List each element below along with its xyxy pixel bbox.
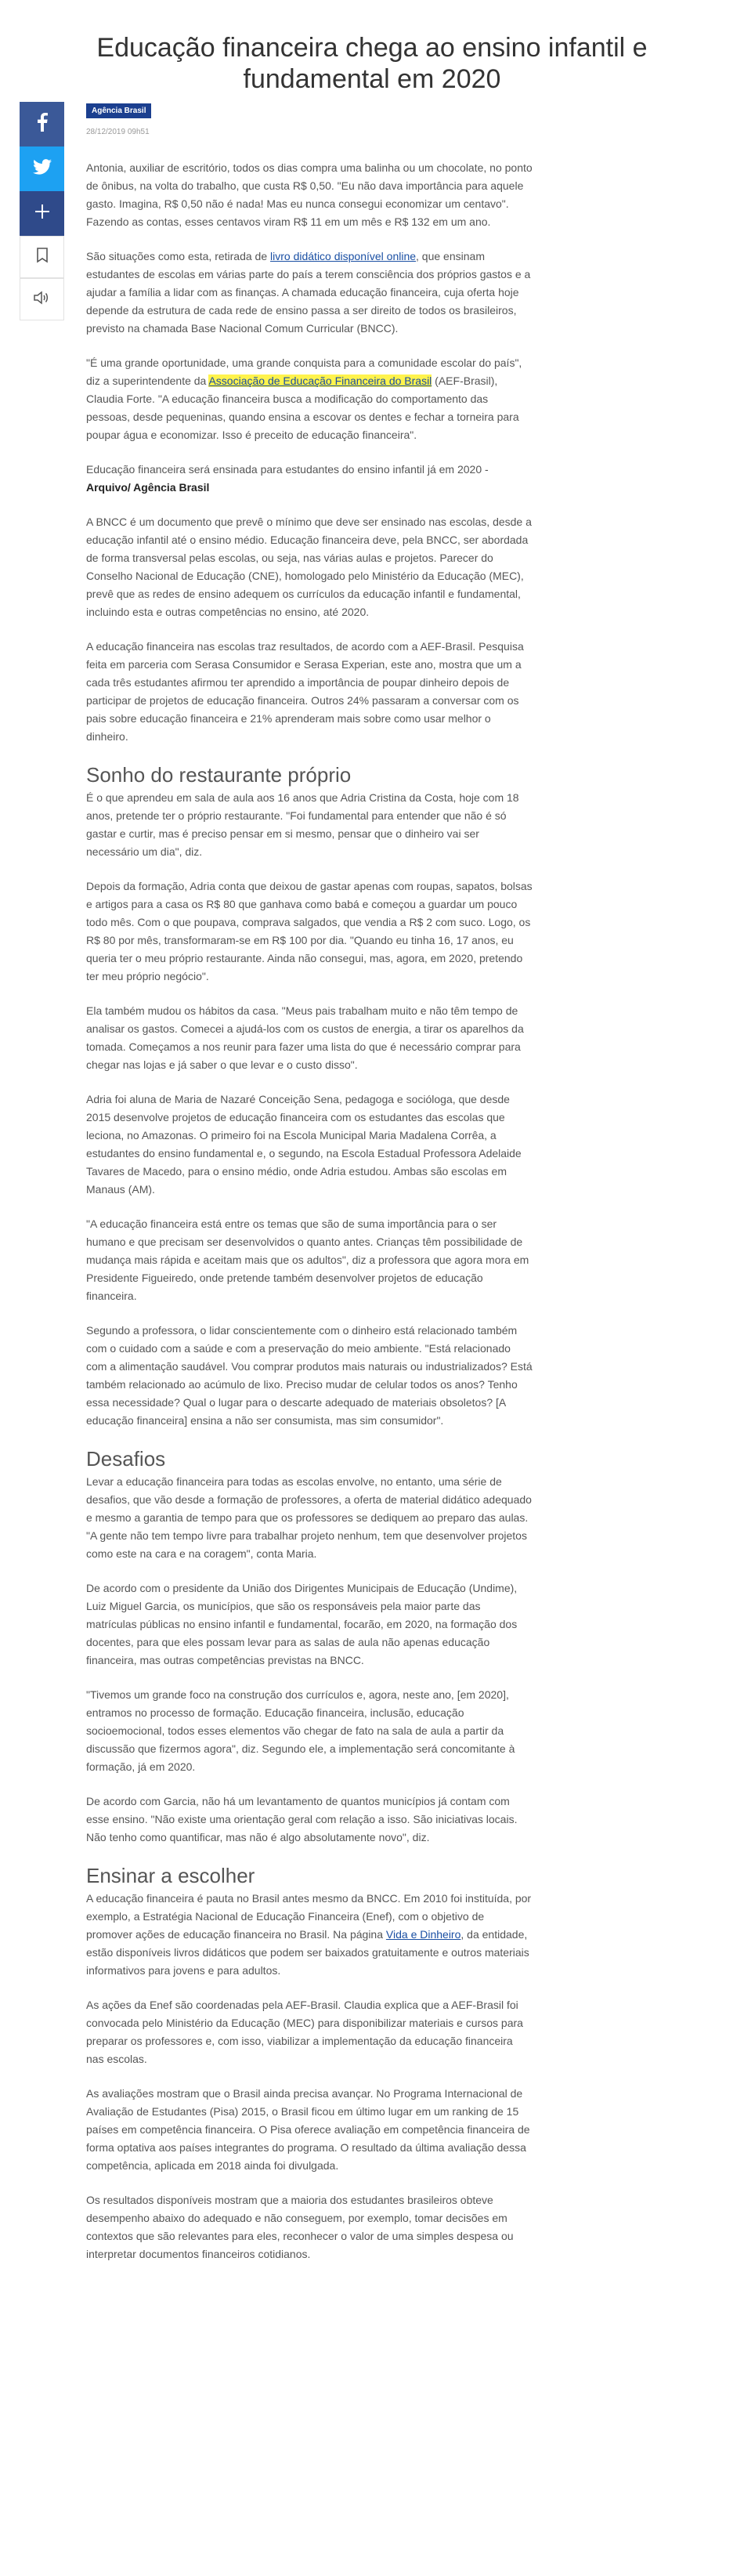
- paragraph: Segundo a professora, o lidar conscientemente com o dinheiro está relacionado também com o cuidado com a saúde e com a preservação do meio ambiente. "Está relacionado com a alimentação saudável. Vou comprar produtos mais naturais ou industrializados? Está também relacionado ao acúmulo de lixo. Preciso mudar de celular todos os anos? Tenho essa necessidade? Qual o lugar para o descarte adequado de materiais obsoletos? [A educação financeira] ensina a não ser consumista, mas sim consumidor".: [86, 1324, 533, 1427]
- paragraph: "É uma grande oportunidade, uma grande conquista para a comunidade escolar do país", diz a superintendente da Associação de Educação Financeira do Brasil (AEF-Brasil), Claudia Forte. "A educação financeira busca a modificação do comportamento das pessoas, desde pequeninas, quando ensina a escovar os dentes e fechar a torneira para poupar água e economizar. Isso é preceito de educação financeira".: [86, 356, 522, 441]
- bookmark-icon: [36, 248, 49, 267]
- section-heading-sonho: Sonho do restaurante próprio: [86, 763, 352, 787]
- more-share-button[interactable]: [20, 191, 64, 236]
- photo-credit: Arquivo/ Agência Brasil: [86, 481, 210, 494]
- paragraph: É o que aprendeu em sala de aula aos 16 anos que Adria Cristina da Costa, hoje com 18 anos, pretende ter o próprio restaurante. "Foi fundamental para entender que não é só gastar e curtir, mas é preciso pensar em si mesmo, pensar que o dinheiro vai ser necessário um dia", diz.: [86, 791, 519, 858]
- paragraph: De acordo com o presidente da União dos Dirigentes Municipais de Educação (Undime), Luiz Miguel Garcia, os municípios, que são os responsáveis pela maior parte das matrículas públicas no ensino infantil e fundamental, focarão, em 2020, na formação dos docentes, para que eles possam levar para as salas de aula não apenas educação financeira, mas outras competências previstas na BNCC.: [86, 1582, 518, 1666]
- plus-icon: [34, 204, 50, 223]
- facebook-share-button[interactable]: [20, 102, 64, 147]
- facebook-icon: [37, 113, 48, 136]
- paragraph: Ela também mudou os hábitos da casa. "Meus pais trabalham muito e não têm tempo de analisar os gastos. Comecei a ajudá-los com os custos de energia, a tirar os aparelhos da tomada. Começamos a nos reunir para fazer uma lista do que é necessário comprar para chegar nas lojas e já saber o que levar e o custo disso".: [86, 1004, 524, 1071]
- bookmark-button[interactable]: [20, 236, 64, 278]
- paragraph: São situações como esta, retirada de livro didático disponível online, que ensinam estudantes de escolas em várias parte do país a terem consciência dos próprios gastos e a ajudar a família a lidar com as finanças. A chamada educação financeira, cuja oferta hoje depende da estrutura de cada rede de ensino passa a ser direito de todos os brasileiros, previsto na chamada Base Nacional Comum Curricular (BNCC).: [86, 250, 531, 335]
- paragraph: As avaliações mostram que o Brasil ainda precisa avançar. No Programa Internacional de Avaliação de Estudantes (Pisa) 2015, o Brasil ficou em último lugar em um ranking de 15 países em competência financeira. O Pisa oferece avaliação em competência financeira de forma optativa aos países integrantes do programa. O resultado da última avaliação dessa competência, aplicada em 2018 ainda foi divulgada.: [86, 2087, 530, 2172]
- paragraph: De acordo com Garcia, não há um levantamento de quantos municípios já contam com esse ensino. "Não existe uma orientação geral com relação a isso. São iniciativas locais. Não tenho como quantificar, mas não é algo absolutamente novo", diz.: [86, 1795, 518, 1843]
- article-body: [86, 159, 533, 2280]
- publish-date: 28/12/2019 09h51: [86, 128, 150, 136]
- paragraph: A BNCC é um documento que prevê o mínimo que deve ser ensinado nas escolas, desde a educação infantil até o ensino médio. Educação financeira deve, pela BNCC, ser abordada de forma transversal pelas escolas, ou seja, nas várias aulas e projetos. Parecer do Conselho Nacional de Educação (CNE), homologado pelo Ministério da Educação (MEC), prevê que as redes de ensino adequem os currículos da educação infantil e fundamental, incluindo esta e outras competências no ensino, até 2020.: [86, 516, 532, 618]
- section-heading-ensinar: Ensinar a escolher: [86, 1864, 255, 1887]
- paragraph: Antonia, auxiliar de escritório, todos os dias compra uma balinha ou um chocolate, no ponto de ônibus, na volta do trabalho, que custa R$ 0,50. "Eu não dava importância para aquele gasto. Imagina, R$ 0,50 não é nada! Mas eu nunca consegui economizar um centavo". Fazendo as contas, esses centavos viram R$ 11 em um mês e R$ 132 em um ano.: [86, 161, 533, 228]
- twitter-share-button[interactable]: [20, 147, 64, 191]
- paragraph: Levar a educação financeira para todas as escolas envolve, no entanto, uma série de desafios, que vão desde a formação de professores, a oferta de material didático adequado e mesmo a garantia de tempo para que os professores se dediquem ao preparo das aulas. "A gente não tem tempo livre para trabalhar projeto nenhum, tem que desenvolver projetos como este na cara e na coragem", conta Maria.: [86, 1475, 532, 1560]
- livro-didatico-link[interactable]: livro didático disponível online: [270, 250, 417, 262]
- paragraph: A educação financeira é pauta no Brasil antes mesmo da BNCC. Em 2010 foi instituída, por exemplo, a Estratégia Nacional de Educação Financeira (Enef), com o objetivo de promover ações de educação financeira no Brasil. Na página Vida e Dinheiro, da entidade, estão disponíveis livros didáticos que podem ser baixados gratuitamente e outros materiais informativos para jovens e para adultos.: [86, 1892, 532, 1977]
- vida-e-dinheiro-link[interactable]: Vida e Dinheiro: [385, 1928, 461, 1941]
- agency-badge[interactable]: Agência Brasil: [86, 103, 151, 118]
- paragraph: As ações da Enef são coordenadas pela AEF-Brasil. Claudia explica que a AEF-Brasil foi convocada pelo Ministério da Educação (MEC) para disponibilizar materiais e cursos para preparar os professores e, com isso, viabilizar a implementação da educação financeira nas escolas.: [86, 1999, 523, 2065]
- image-caption: Educação financeira será ensinada para estudantes do ensino infantil já em 2020 - Arquivo/ Agência Brasil: [86, 463, 489, 494]
- paragraph: "A educação financeira está entre os temas que são de suma importância para o ser humano e que precisam ser desenvolvidos o quanto antes. Crianças têm possibilidade de mudança mais rápida e aceitam mais que os adultos", diz a professora que agora mora em Presidente Figueiredo, onde pretende também desenvolver projetos de educação financeira.: [86, 1217, 529, 1302]
- share-bar: [20, 102, 64, 320]
- paragraph: Depois da formação, Adria conta que deixou de gastar apenas com roupas, sapatos, bolsas e artigos para a casa os R$ 80 que ganhava como babá e começou a guardar um pouco todo mês. Com o que poupava, comprava salgados, que vendia a R$ 2 com suco. Logo, os R$ 80 por mês, transformaram-se em R$ 100 por dia. "Quando eu tinha 16, 17 anos, eu queria ter o meu próprio restaurante. Ainda não consegui, mas, agora, em 2020, pretendo ter meu próprio negócio".: [86, 880, 533, 982]
- aef-brasil-link[interactable]: Associação de Educação Financeira do Brasil: [208, 374, 432, 387]
- audio-icon: [33, 290, 52, 309]
- article-title: Educação financeira chega ao ensino infantil e fundamental em 2020: [96, 32, 648, 94]
- listen-audio-button[interactable]: [20, 278, 64, 320]
- paragraph: Os resultados disponíveis mostram que a maioria dos estudantes brasileiros obteve desempenho abaixo do adequado e não conseguem, por exemplo, tomar decisões em contextos que são relevantes para eles, reconhecer o valor de uma simples despesa ou interpretar documentos financeiros cotidianos.: [86, 2194, 514, 2260]
- paragraph: A educação financeira nas escolas traz resultados, de acordo com a AEF-Brasil. Pesquisa feita em parceria com Serasa Consumidor e Serasa Experian, este ano, mostra que um a cada três estudantes afirmou ter aprendido a importância de poupar dinheiro depois de participar de projetos de educação financeira. Outros 24% passaram a conversar com os pais sobre educação financeira e 21% aprenderam mais sobre como usar melhor o dinheiro.: [86, 640, 524, 743]
- paragraph: Adria foi aluna de Maria de Nazaré Conceição Sena, pedagoga e socióloga, que desde 2015 desenvolve projetos de educação financeira com os estudantes das escolas que leciona, no Amazonas. O primeiro foi na Escola Municipal Maria Madalena Corrêa, a estudantes do ensino fundamental e, o segundo, na Escola Estadual Professora Adelaide Tavares de Macedo, para o ensino médio, onde Adria estudou. Ambas são escolas em Manaus (AM).: [86, 1093, 522, 1196]
- twitter-icon: [33, 159, 52, 179]
- paragraph: "Tivemos um grande foco na construção dos currículos e, agora, neste ano, [em 2020], entramos no processo de formação. Educação financeira, inclusão, educação socioemocional, todos esses elementos vão chegar de fato na sala de aula a partir da discussão que fizermos agora", diz. Segundo ele, a implementação será concomitante à formação, já em 2020.: [86, 1688, 515, 1773]
- section-heading-desafios: Desafios: [86, 1447, 166, 1471]
